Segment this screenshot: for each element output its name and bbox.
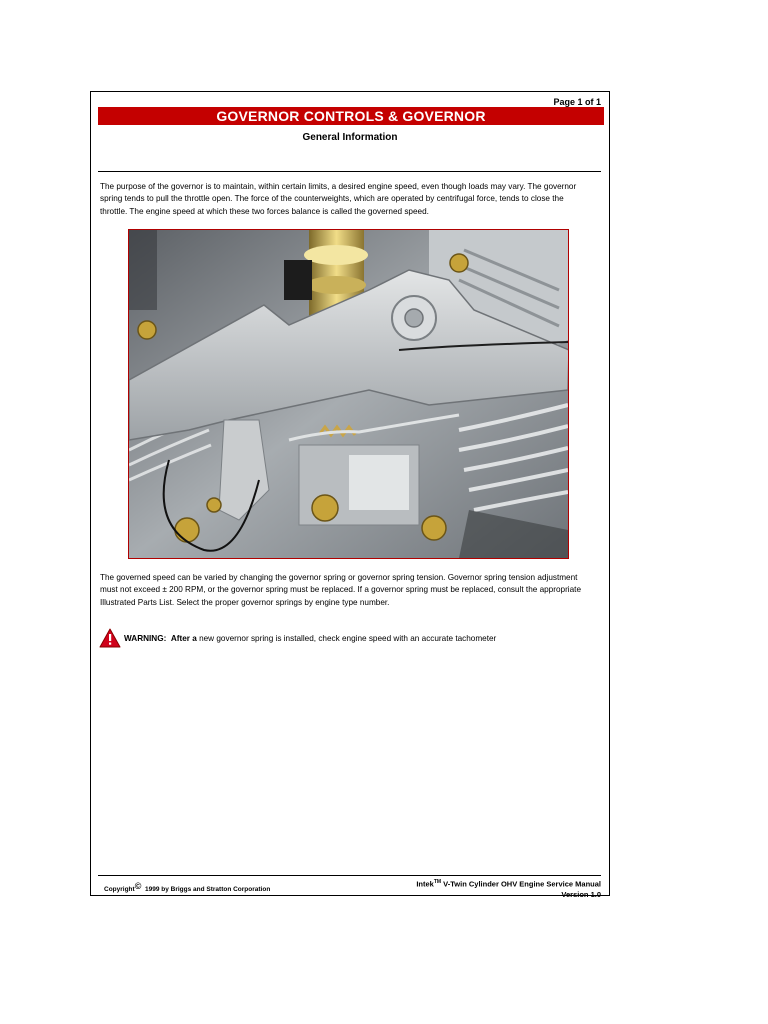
page-title: GOVERNOR CONTROLS & GOVERNOR xyxy=(216,108,486,124)
engine-photo xyxy=(128,229,569,559)
footer-divider xyxy=(98,875,601,876)
manual-name: V-Twin Cylinder OHV Engine Service Manual xyxy=(443,879,601,889)
governed-speed-paragraph: The governed speed can be varied by changing the governor spring or governor spring tension. Governor spring tension adjustment must not exceed ± 200 RPM, or the governor spring must be replaced. If a governor spring must be replaced, consult the appropriate Illustrated Parts List. Select the proper governor springs by engine type number. xyxy=(100,573,581,607)
section-subtitle: General Information xyxy=(302,132,398,143)
copyright-prefix: Copyright xyxy=(104,886,135,893)
page-number: Page 1 of 1 xyxy=(553,97,601,107)
manual-brand: Intek xyxy=(416,879,434,889)
warning-label: WARNING: xyxy=(124,633,167,643)
header-divider xyxy=(98,171,601,172)
warning-lead: After a xyxy=(170,633,197,643)
intro-paragraph: The purpose of the governor is to maintain, within certain limits, a desired engine speed, even though loads may vary. The governor spring tends to pull the throttle open. The force of the counterweights, which are operated by centrifugal force, tends to close the throttle. The engine speed at which these two forces balance is called the governed speed. xyxy=(100,182,577,216)
copyright-notice xyxy=(104,881,270,893)
copyright-symbol: © xyxy=(134,881,142,891)
trademark-mark: TM xyxy=(433,879,442,885)
manual-title xyxy=(416,877,601,900)
title-bar xyxy=(98,107,604,125)
warning-icon xyxy=(99,628,121,648)
document-page xyxy=(90,91,610,899)
warning-text: new governor spring is installed, check engine speed with an accurate tachometer xyxy=(199,633,497,643)
warning-notice xyxy=(99,627,496,649)
copyright-text: 1999 by Briggs and Stratton Corporation xyxy=(144,886,271,893)
manual-version: Version 1.0 xyxy=(561,889,601,899)
